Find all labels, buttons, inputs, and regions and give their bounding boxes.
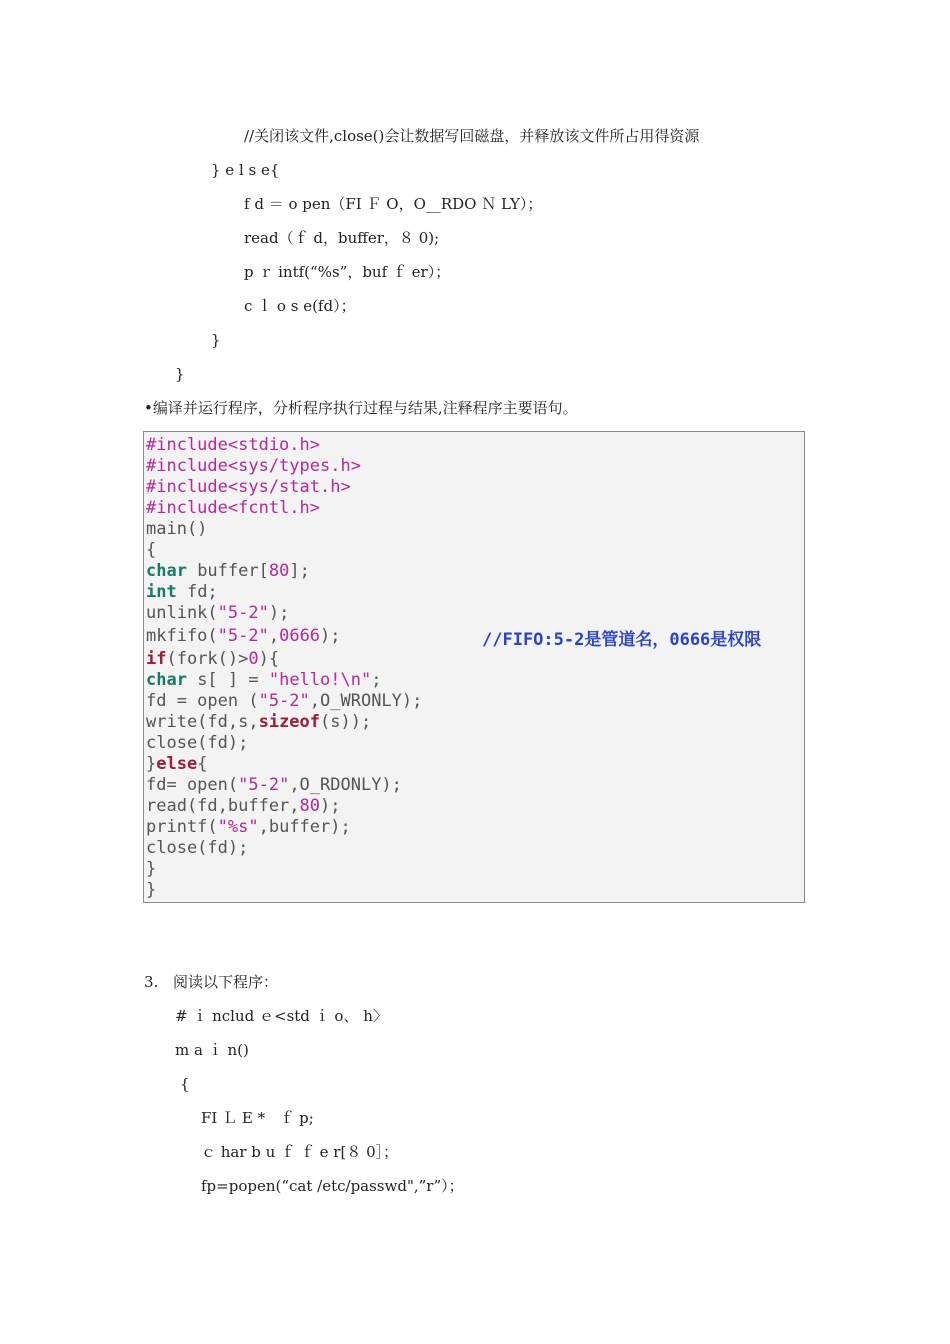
closing-brace-outer: } <box>175 365 185 383</box>
code-line-16: }else{ <box>146 754 208 774</box>
close-line: c ｌ o s e(fd）； <box>244 297 356 315</box>
section-3-title: 阅读以下程序： <box>173 973 279 991</box>
closing-brace-inner: } <box>211 331 221 349</box>
code-line-22: } <box>146 880 157 900</box>
code-line-14: write(fd,s,sizeof(s)); <box>146 712 372 732</box>
code-line-15: close(fd); <box>146 733 249 753</box>
char-buffer-line: ｃ har b u ｆ ｆ e r[８ 0］； <box>201 1143 399 1161</box>
code-comment-fifo: //FIFO:5-2是管道名，0666是权限 <box>482 630 762 650</box>
open-brace-line: { <box>180 1075 190 1093</box>
code-screenshot <box>143 431 805 903</box>
code-line-8: int fd; <box>146 582 218 602</box>
code-line-21: } <box>146 859 157 879</box>
include-line: # ｉ nclud ｅ<std ｉ o、 h〉 <box>175 1007 388 1025</box>
code-line-9: unlink("5-2"); <box>146 603 290 623</box>
code-line-3: #include<sys/stat.h> <box>146 477 351 497</box>
printf-line: p ｒ intf(“%s”，buf ｆ er）； <box>244 263 451 281</box>
code-line-19: printf("%s",buffer); <box>146 817 351 837</box>
code-line-2: #include<sys/types.h> <box>146 456 361 476</box>
code-line-7: char buffer[80]; <box>146 561 310 581</box>
code-line-13: fd = open ("5-2",O_WRONLY); <box>146 691 423 711</box>
open-line: f d ＝ o pen（FI Ｆ O，O__RDO Ｎ LY）； <box>244 195 543 213</box>
code-line-11: if(fork()>0){ <box>146 649 280 669</box>
code-line-6: { <box>146 540 157 560</box>
code-line-12: char s[ ] = "hello!\n"; <box>146 670 382 690</box>
comment-close-line: //关闭该文件,close()会让数据写回磁盘，并释放该文件所占用得资源 <box>244 127 700 145</box>
code-line-10: mkfifo("5-2",0666); <box>146 626 341 646</box>
code-line-17: fd= open("5-2",O_RDONLY); <box>146 775 402 795</box>
popen-line: fp=popen(“cat /etc/passwd",”r”）； <box>201 1177 464 1195</box>
code-line-4: #include<fcntl.h> <box>146 498 320 518</box>
code-line-18: read(fd,buffer,80); <box>146 796 341 816</box>
code-line-20: close(fd); <box>146 838 249 858</box>
else-line: } e l s e{ <box>211 161 280 179</box>
file-pointer-line: FI Ｌ E * ｆ p; <box>201 1109 314 1127</box>
code-line-5: main() <box>146 519 208 539</box>
main-line: m a ｉ n() <box>175 1041 249 1059</box>
instruction-text: •编译并运行程序，分析程序执行过程与结果,注释程序主要语句。 <box>144 399 578 417</box>
read-line: read（ｆ d，buffer，８ 0); <box>244 229 440 247</box>
section-3-number: 3. <box>144 973 159 991</box>
code-line-1: #include<stdio.h> <box>146 435 320 455</box>
